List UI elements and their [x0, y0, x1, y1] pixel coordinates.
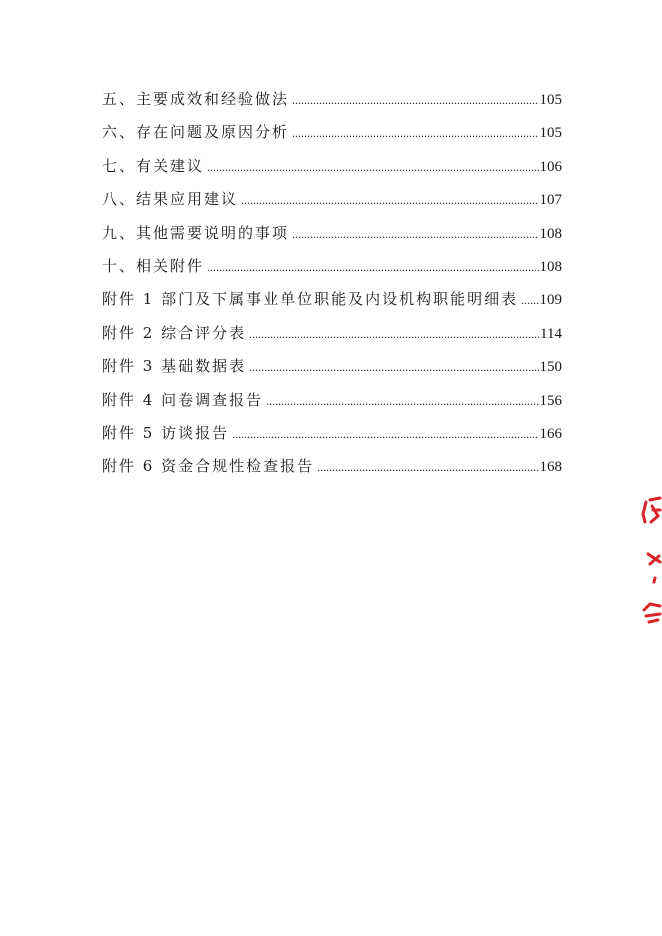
toc-leader-dots [317, 460, 538, 475]
toc-leader-dots [207, 260, 538, 275]
toc-leader-dots [266, 394, 538, 409]
toc-leader-dots [241, 193, 538, 208]
toc-entry-page: 108 [539, 225, 562, 242]
toc-entry-page: 114 [540, 325, 562, 342]
toc-entry-title: 附件 5 访谈报告 [102, 423, 230, 442]
toc-leader-dots [292, 126, 538, 141]
toc-entry-page: 107 [539, 192, 562, 209]
toc-entry[interactable] [102, 288, 562, 321]
toc-entry-page: 105 [539, 125, 562, 142]
toc-entry-title: 九、其他需要说明的事项 [102, 223, 290, 242]
toc-entry-title: 附件 3 基础数据表 [102, 357, 247, 376]
toc-leader-dots [232, 427, 538, 442]
toc-entry[interactable] [102, 88, 562, 121]
toc-entry-title: 附件 4 问卷调查报告 [102, 390, 264, 409]
table-of-contents [102, 88, 562, 489]
toc-entry-page: 150 [539, 359, 562, 376]
toc-entry-title: 五、主要成效和经验做法 [102, 90, 290, 108]
toc-entry[interactable] [102, 222, 562, 255]
toc-entry-page: 108 [539, 258, 562, 275]
toc-leader-dots [292, 93, 538, 108]
toc-leader-dots [207, 160, 538, 175]
toc-entry-title: 附件 2 综合评分表 [102, 323, 247, 342]
toc-entry[interactable] [102, 255, 562, 288]
toc-entry-title: 附件 6 资金合规性检查报告 [102, 457, 315, 476]
toc-entry-page: 109 [539, 292, 562, 309]
seal-stamp-marks [643, 498, 660, 622]
toc-entry[interactable] [102, 322, 562, 355]
toc-entry-page: 106 [539, 158, 562, 175]
toc-entry-title: 十、相关附件 [102, 256, 205, 275]
toc-entry[interactable] [102, 121, 562, 154]
toc-entry-page: 168 [539, 459, 562, 476]
toc-entry[interactable] [102, 389, 562, 422]
toc-entry-page: 105 [539, 92, 562, 108]
toc-entry-title: 附件 1 部门及下属事业单位职能及内设机构职能明细表 [102, 290, 519, 309]
toc-entry-title: 七、有关建议 [102, 156, 205, 175]
red-seal-stamp [640, 492, 662, 632]
toc-leader-dots [249, 327, 539, 342]
toc-entry[interactable] [102, 155, 562, 188]
toc-entry[interactable] [102, 455, 562, 488]
toc-entry-page: 166 [539, 425, 562, 442]
toc-leader-dots [249, 360, 538, 375]
toc-entry[interactable] [102, 188, 562, 221]
toc-entry[interactable] [102, 422, 562, 455]
toc-entry[interactable] [102, 355, 562, 388]
toc-entry-title: 八、结果应用建议 [102, 190, 239, 209]
toc-entry-page: 156 [539, 392, 562, 409]
toc-leader-dots [292, 227, 538, 242]
toc-entry-title: 六、存在问题及原因分析 [102, 123, 290, 142]
toc-leader-dots [521, 293, 538, 308]
